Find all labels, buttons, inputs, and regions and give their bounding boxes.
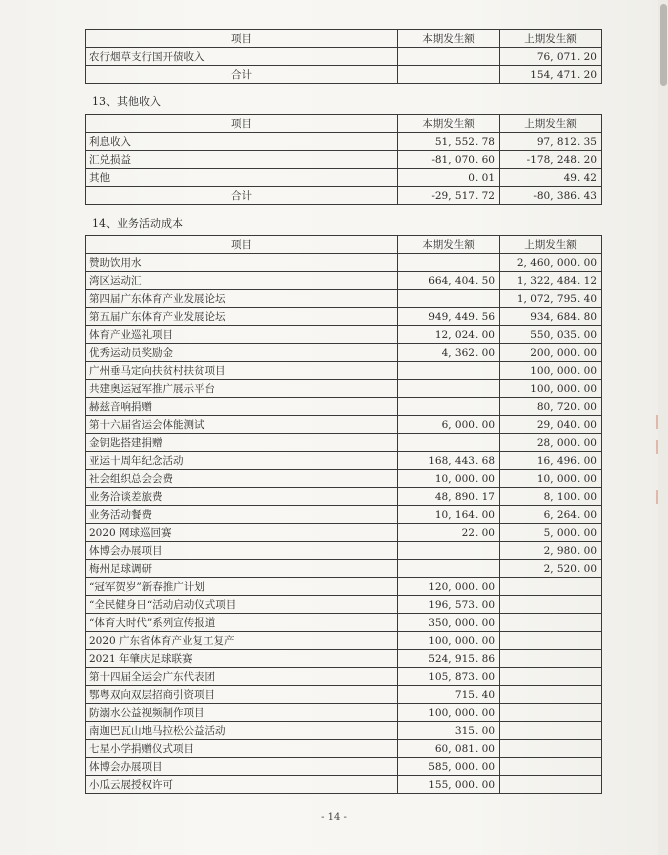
column-header-item: 项目 <box>86 236 398 254</box>
row-previous-amount <box>500 668 602 686</box>
table-row <box>86 740 602 758</box>
row-current-amount: 48, 890. 17 <box>398 488 500 506</box>
table-row <box>86 362 602 380</box>
row-current-amount <box>398 560 500 578</box>
row-current-amount: 155, 000. 00 <box>398 776 500 794</box>
row-current-amount: 168, 443. 68 <box>398 452 500 470</box>
row-item-name: 广州垂马定向扶贫村扶贫项目 <box>86 362 398 380</box>
table-total-row <box>86 187 602 205</box>
row-item-name: 2020 网球巡回赛 <box>86 524 398 542</box>
row-current-amount: 10, 164. 00 <box>398 506 500 524</box>
row-previous-amount: 10, 000. 00 <box>500 470 602 488</box>
row-previous-amount <box>500 596 602 614</box>
row-current-amount <box>398 434 500 452</box>
row-current-amount: 100, 000. 00 <box>398 704 500 722</box>
column-header-previous: 上期发生额 <box>500 115 602 133</box>
row-previous-amount: 16, 496. 00 <box>500 452 602 470</box>
row-previous-amount: 6, 264. 00 <box>500 506 602 524</box>
row-previous-amount: 2, 460, 000. 00 <box>500 254 602 272</box>
row-current-amount: 350, 000. 00 <box>398 614 500 632</box>
row-previous-amount: 80, 720. 00 <box>500 398 602 416</box>
row-item-name: 南迦巴瓦山地马拉松公益活动 <box>86 722 398 740</box>
table-row <box>86 578 602 596</box>
row-item-name: 其他 <box>86 169 398 187</box>
row-current-amount: 949, 449. 56 <box>398 308 500 326</box>
row-item-name: 第五届广东体育产业发展论坛 <box>86 308 398 326</box>
table-row <box>86 398 602 416</box>
row-current-amount: 196, 573. 00 <box>398 596 500 614</box>
table-row <box>86 704 602 722</box>
row-current-amount: 51, 552. 78 <box>398 133 500 151</box>
row-previous-amount: 29, 040. 00 <box>500 416 602 434</box>
table-row <box>86 758 602 776</box>
table-row <box>86 614 602 632</box>
row-current-amount: 664, 404. 50 <box>398 272 500 290</box>
row-item-name: 七星小学捐赠仪式项目 <box>86 740 398 758</box>
table-row <box>86 776 602 794</box>
table-row <box>86 272 602 290</box>
table-header-row <box>86 236 602 254</box>
row-item-name: 第十四届全运会广东代表团 <box>86 668 398 686</box>
total-current-amount: -29, 517. 72 <box>398 187 500 205</box>
row-current-amount: 60, 081. 00 <box>398 740 500 758</box>
row-item-name: “全民健身日“活动启动仪式项目 <box>86 596 398 614</box>
row-previous-amount: 100, 000. 00 <box>500 362 602 380</box>
table-row <box>86 722 602 740</box>
table-row <box>86 596 602 614</box>
row-item-name: 农行烟草支行国开债收入 <box>86 48 398 66</box>
row-item-name: “冠军贺岁”新春推广计划 <box>86 578 398 596</box>
row-item-name: 体博会办展项目 <box>86 542 398 560</box>
table-row <box>86 524 602 542</box>
row-previous-amount <box>500 578 602 596</box>
row-current-amount: -81, 070. 60 <box>398 151 500 169</box>
row-current-amount <box>398 362 500 380</box>
row-item-name: “体育大时代”系列宣传报道 <box>86 614 398 632</box>
row-current-amount: 524, 915. 86 <box>398 650 500 668</box>
row-item-name: 第四届广东体育产业发展论坛 <box>86 290 398 308</box>
row-item-name: 鄂粤双向双层招商引资项目 <box>86 686 398 704</box>
row-previous-amount: 2, 980. 00 <box>500 542 602 560</box>
row-previous-amount <box>500 722 602 740</box>
column-header-current: 本期发生额 <box>398 30 500 48</box>
total-previous-amount: 154, 471. 20 <box>500 66 602 84</box>
row-item-name: 第十六届省运会体能测试 <box>86 416 398 434</box>
column-header-item: 项目 <box>86 115 398 133</box>
table-other-income <box>85 114 602 205</box>
row-previous-amount <box>500 614 602 632</box>
row-current-amount <box>398 254 500 272</box>
row-current-amount: 10, 000. 00 <box>398 470 500 488</box>
table-row <box>86 632 602 650</box>
row-previous-amount <box>500 776 602 794</box>
table-business-activity-cost <box>85 235 602 794</box>
row-item-name: 湾区运动汇 <box>86 272 398 290</box>
column-header-current: 本期发生额 <box>398 115 500 133</box>
table-row <box>86 48 602 66</box>
total-label: 合计 <box>86 66 398 84</box>
row-previous-amount <box>500 632 602 650</box>
row-previous-amount: 8, 100. 00 <box>500 488 602 506</box>
row-current-amount: 100, 000. 00 <box>398 632 500 650</box>
row-previous-amount: 934, 684. 80 <box>500 308 602 326</box>
row-item-name: 赫兹音响捐赠 <box>86 398 398 416</box>
row-item-name: 利息收入 <box>86 133 398 151</box>
table-row <box>86 470 602 488</box>
column-header-item: 项目 <box>86 30 398 48</box>
row-previous-amount: 49. 42 <box>500 169 602 187</box>
table-row <box>86 380 602 398</box>
row-current-amount: 4, 362. 00 <box>398 344 500 362</box>
row-current-amount: 120, 000. 00 <box>398 578 500 596</box>
section-13-title: 13、其他收入 <box>92 95 161 108</box>
table-row <box>86 650 602 668</box>
row-item-name: 业务活动餐费 <box>86 506 398 524</box>
row-item-name: 亚运十周年纪念活动 <box>86 452 398 470</box>
row-current-amount <box>398 380 500 398</box>
row-item-name: 2020 广东省体育产业复工复产 <box>86 632 398 650</box>
row-previous-amount: 28, 000. 00 <box>500 434 602 452</box>
row-previous-amount <box>500 704 602 722</box>
row-current-amount <box>398 542 500 560</box>
row-current-amount <box>398 48 500 66</box>
row-item-name: 体育产业巡礼项目 <box>86 326 398 344</box>
row-previous-amount: 76, 071. 20 <box>500 48 602 66</box>
row-item-name: 业务洽谈差旅费 <box>86 488 398 506</box>
section-14-title: 14、业务活动成本 <box>92 217 183 230</box>
row-current-amount <box>398 290 500 308</box>
row-current-amount <box>398 398 500 416</box>
table-total-row <box>86 66 602 84</box>
row-previous-amount: 1, 322, 484. 12 <box>500 272 602 290</box>
table-row <box>86 151 602 169</box>
row-current-amount: 315. 00 <box>398 722 500 740</box>
row-item-name: 共建奥运冠军推广展示平台 <box>86 380 398 398</box>
row-current-amount: 105, 873. 00 <box>398 668 500 686</box>
row-current-amount: 0. 01 <box>398 169 500 187</box>
column-header-current: 本期发生额 <box>398 236 500 254</box>
total-previous-amount: -80, 386. 43 <box>500 187 602 205</box>
row-current-amount: 715. 40 <box>398 686 500 704</box>
row-item-name: 体博会办展项目 <box>86 758 398 776</box>
row-previous-amount: 200, 000. 00 <box>500 344 602 362</box>
row-current-amount: 585, 000. 00 <box>398 758 500 776</box>
table-header-row <box>86 115 602 133</box>
row-previous-amount: 2, 520. 00 <box>500 560 602 578</box>
row-item-name: 赞助饮用水 <box>86 254 398 272</box>
row-item-name: 防溺水公益视频制作项目 <box>86 704 398 722</box>
table-row <box>86 434 602 452</box>
table-row <box>86 326 602 344</box>
row-previous-amount: 5, 000. 00 <box>500 524 602 542</box>
row-current-amount: 6, 000. 00 <box>398 416 500 434</box>
row-current-amount: 22. 00 <box>398 524 500 542</box>
row-previous-amount: 97, 812. 35 <box>500 133 602 151</box>
row-item-name: 社会组织总会会费 <box>86 470 398 488</box>
vertical-scrollbar[interactable] <box>658 0 668 855</box>
table-row <box>86 686 602 704</box>
row-previous-amount <box>500 740 602 758</box>
table-row <box>86 668 602 686</box>
table-continued-income <box>85 29 602 84</box>
table-row <box>86 169 602 187</box>
page-number: - 14 - <box>321 812 347 823</box>
column-header-previous: 上期发生额 <box>500 236 602 254</box>
total-current-amount <box>398 66 500 84</box>
row-item-name: 梅州足球调研 <box>86 560 398 578</box>
row-previous-amount <box>500 758 602 776</box>
row-current-amount: 12, 024. 00 <box>398 326 500 344</box>
table-row <box>86 488 602 506</box>
total-label: 合计 <box>86 187 398 205</box>
row-item-name: 优秀运动员奖励金 <box>86 344 398 362</box>
table-row <box>86 416 602 434</box>
row-previous-amount: 550, 035. 00 <box>500 326 602 344</box>
table-row <box>86 133 602 151</box>
table-row <box>86 506 602 524</box>
table-row <box>86 290 602 308</box>
table-row <box>86 308 602 326</box>
column-header-previous: 上期发生额 <box>500 30 602 48</box>
table-row <box>86 452 602 470</box>
table-row <box>86 560 602 578</box>
row-item-name: 金钥匙搭建捐赠 <box>86 434 398 452</box>
row-previous-amount <box>500 686 602 704</box>
row-item-name: 汇兑损益 <box>86 151 398 169</box>
row-previous-amount: 1, 072, 795. 40 <box>500 290 602 308</box>
row-previous-amount: -178, 248. 20 <box>500 151 602 169</box>
table-row <box>86 542 602 560</box>
row-previous-amount <box>500 650 602 668</box>
table-row <box>86 344 602 362</box>
table-row <box>86 254 602 272</box>
row-item-name: 小瓜云展授权许可 <box>86 776 398 794</box>
row-previous-amount: 100, 000. 00 <box>500 380 602 398</box>
scrollbar-thumb[interactable] <box>660 4 667 86</box>
table-header-row <box>86 30 602 48</box>
row-item-name: 2021 年肇庆足球联赛 <box>86 650 398 668</box>
